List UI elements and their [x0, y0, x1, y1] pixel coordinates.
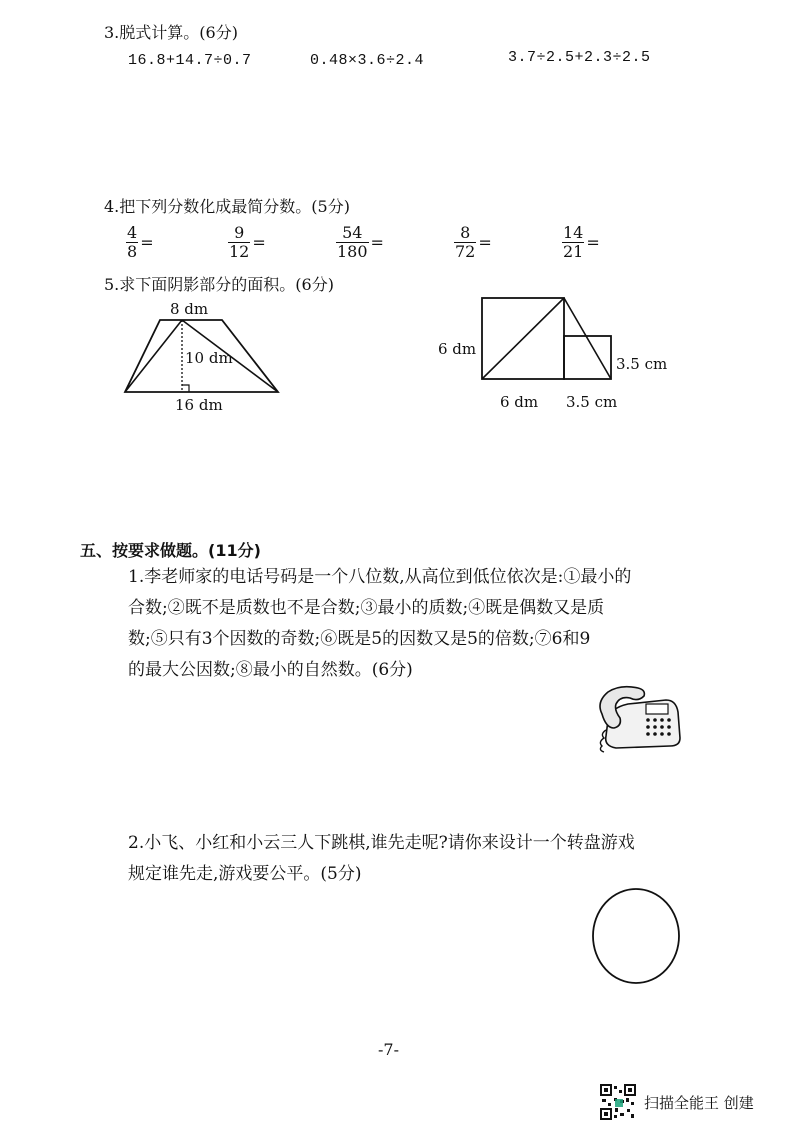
q5-title: 5.求下面阴影部分的面积。(6分)	[104, 275, 334, 294]
qr-code-icon	[600, 1084, 636, 1120]
q3-title: 3.脱式计算。(6分)	[104, 23, 238, 42]
section5-problem-1	[128, 562, 688, 686]
trapezoid-figure	[110, 292, 300, 420]
bottom-left-label: 6 dm	[500, 393, 539, 411]
telephone-display	[646, 704, 668, 714]
equals-sign: =	[478, 233, 492, 252]
diagonal-big-square	[482, 298, 564, 379]
small-square	[564, 336, 611, 379]
fraction-3	[336, 224, 384, 261]
section5-title: 五、按要求做题。(11分)	[80, 541, 261, 560]
fraction-3-den: 180	[337, 242, 368, 261]
fraction-1	[126, 224, 154, 261]
fraction-5	[562, 224, 600, 261]
q3-expr-2: 0.48×3.6÷2.4	[310, 52, 425, 69]
squares-figure	[430, 288, 680, 418]
fraction-4-num: 8	[460, 223, 471, 242]
telephone-illustration	[590, 680, 686, 756]
problem-2-line-1: 2.小飞、小红和小云三人下跳棋,谁先走呢?请你来设计一个转盘游戏	[128, 833, 635, 853]
trapezoid-bottom-label: 16 dm	[175, 396, 223, 414]
scanner-watermark: 扫描全能王 创建	[644, 1094, 754, 1112]
section5-problem-2	[128, 828, 688, 890]
left-side-label: 6 dm	[438, 340, 477, 358]
trapezoid-top-label: 8 dm	[170, 300, 209, 318]
fraction-2-den: 12	[229, 242, 250, 261]
spinner-circle	[590, 886, 682, 986]
trapezoid-height-label: 10 dm	[185, 349, 233, 367]
fraction-4	[454, 224, 492, 261]
fraction-2-num: 9	[234, 223, 245, 242]
right-side-label: 3.5 cm	[616, 355, 668, 373]
equals-sign: =	[370, 233, 384, 252]
fraction-1-den: 8	[127, 242, 138, 261]
equals-sign: =	[586, 233, 600, 252]
fraction-2	[228, 224, 266, 261]
problem-1-line-4: 的最大公因数;⑧最小的自然数。(6分)	[128, 660, 413, 680]
fraction-4-den: 72	[455, 242, 476, 261]
right-angle-mark	[182, 385, 189, 392]
fraction-5-num: 14	[563, 223, 584, 242]
page-number: -7-	[378, 1040, 399, 1059]
problem-2-line-2: 规定谁先走,游戏要公平。(5分)	[128, 864, 362, 884]
q4-title: 4.把下列分数化成最简分数。(5分)	[104, 197, 350, 216]
diagonal-to-small	[564, 298, 611, 379]
q3-expr-1: 16.8+14.7÷0.7	[128, 52, 252, 69]
problem-1-line-3: 数;⑤只有3个因数的奇数;⑥既是5的因数又是5的倍数;⑦6和9	[128, 629, 591, 649]
q3-expr-3: 3.7÷2.5+2.3÷2.5	[508, 49, 651, 66]
problem-1-line-2: 合数;②既不是质数也不是合数;③最小的质数;④既是偶数又是质	[128, 598, 605, 618]
fraction-1-num: 4	[127, 223, 138, 242]
equals-sign: =	[252, 233, 266, 252]
fraction-3-num: 54	[342, 223, 363, 242]
bottom-right-label: 3.5 cm	[566, 393, 618, 411]
fraction-5-den: 21	[563, 242, 584, 261]
trapezoid-diagonal-left	[125, 320, 182, 392]
problem-1-line-1: 1.李老师家的电话号码是一个八位数,从高位到低位依次是:①最小的	[128, 567, 632, 587]
equals-sign: =	[140, 233, 154, 252]
